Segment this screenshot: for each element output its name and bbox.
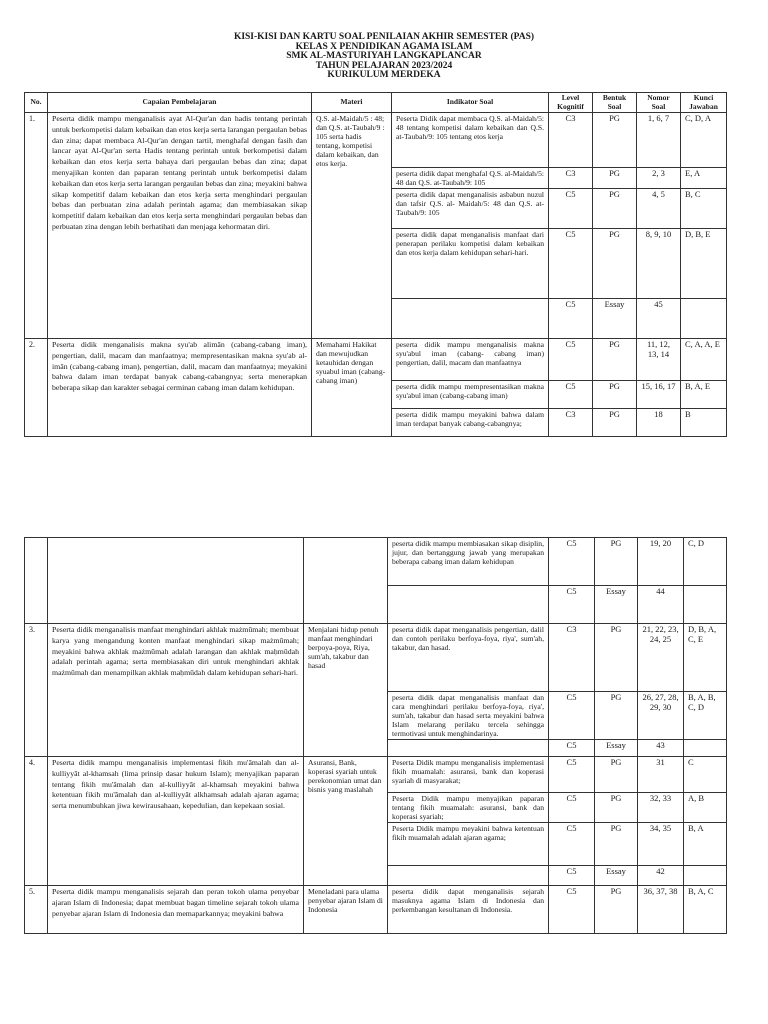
cell-kunci: E, A [681, 168, 727, 189]
cell-indikator: peserta didik mampu membiasakan sikap disiplin, jujur, dan bertanggung jawab yang merupakan beberapa cabang iman dalam kehidupan [388, 538, 549, 586]
cell-nomor: 18 [637, 409, 681, 437]
header-class: KELAS X PENDIDIKAN AGAMA ISLAM [295, 41, 473, 52]
cell-indikator: peserta didik dapat menganalisis pengertian, dalil dan contoh perilaku berfoya-foya, riya', sum'ah, takabur, dan hasad. [388, 624, 549, 692]
cell-level: C5 [549, 339, 593, 381]
cell-kunci: B, A, E [681, 381, 727, 409]
cell-indikator: peserta didik mampu menganalisis makna syu'abul iman (cabang- cabang iman) pengertian, dalil, macam dan manfaatnya [392, 339, 549, 381]
cell-level: C3 [549, 624, 595, 692]
cell-level: C5 [549, 793, 595, 823]
cell-kunci: C, A, A, E [681, 339, 727, 381]
table-row [25, 339, 727, 381]
cell-capaian: Peserta didik mampu menganalisis implementasi fikih mu'āmalah dan al-kulliyyāt al-khamsah (lima prinsip dasar hukum Islam); menyajikan paparan tentang fikih mu'āmalah dan al-kulliyyāt al-khamsah meyakini bahwa ketentuan fikih mu'āmalah dan al-kulliyyāt alkhamsah adalah ajaran agama; serta menumbuhkan jiwa kewirausahaan, kepedulian, dan kepekaan sosial. [48, 757, 304, 886]
table-row [25, 886, 727, 934]
col-header-bentuk: Bentuk Soal [593, 93, 637, 113]
cell-indikator [388, 586, 549, 624]
cell-bentuk: PG [595, 823, 638, 866]
cell-materi: Meneladani para ulama penyebar ajaran Islam di Indonesia [304, 886, 388, 934]
table-row [25, 624, 727, 692]
col-header-capaian: Capaian Pembelajaran [48, 93, 312, 113]
cell-no: 2. [25, 339, 48, 437]
cell-kunci [684, 586, 727, 624]
cell-nomor: 8, 9, 10 [637, 229, 681, 299]
cell-nomor: 44 [638, 586, 684, 624]
cell-indikator: Peserta Didik mampu meyakini bahwa ketentuan fikih muamalah adalah ajaran agama; [388, 823, 549, 866]
cell-materi: Q.S. al-Maidah/5 : 48; dan Q.S. at-Taubah/9 : 105 serta hadis tentang, kompetisi dalam kebaikan, dan etos kerja. [312, 113, 392, 339]
cell-nomor: 31 [638, 757, 684, 793]
table-body-page-2 [25, 538, 727, 934]
col-header-materi: Materi [312, 93, 392, 113]
cell-no: 3. [25, 624, 48, 757]
cell-bentuk: PG [595, 538, 638, 586]
cell-bentuk: PG [593, 409, 637, 437]
cell-no [25, 538, 48, 624]
cell-capaian: Peserta didik mampu menganalisis ayat Al-Qur'an dan hadis tentang perintah untuk berkompetisi dalam kebaikan dan etos kerja serta larangan pergaulan bebas dan zina; dapat membaca Al-Qur'an dengan tartil, menghafal dengan fasih dan lancar ayat Al-Qur'an serta Hadis tentang perintah untuk berkompetisi dalam kebaikan dan etos kerja serta bahaya dari pergaulan bebas dan zina; dapat menyajikan konten dan paparan tentang perintah untuk berkompetisi dalam kebaikan dan etos kerja serta larangan pergaulan bebas dan zina; meyakini bahwa sikap kompetitif dalam kebaikan dan etos kerja serta menghindari pergaulan bebas dan perbuatan zina adalah perintah agama; dan membiasakan sikap kompetitif dalam kebaikan dan etos kerja serta menghindari pergaulan bebas dan perbuatan zina dengan lebih berhatihati dan menjaga kehormatan diri. [48, 113, 312, 339]
cell-indikator: peserta didik mampu mempresentasikan makna syu'abul iman (cabang-cabang iman) [392, 381, 549, 409]
cell-kunci: C, D [684, 538, 727, 586]
cell-level: C3 [549, 409, 593, 437]
table-row [25, 538, 727, 586]
cell-nomor: 4, 5 [637, 189, 681, 229]
cell-indikator: Peserta Didik dapat membaca Q.S. al-Maidah/5: 48 tentang kompetisi dalam kebaikan dan Q.S. at-Taubah/9: 105 tentang etos kerja [392, 113, 549, 168]
header-school: SMK AL-MASTURIYAH LANGKAPLANCAR [286, 51, 482, 62]
cell-indikator [388, 866, 549, 886]
cell-nomor: 45 [637, 299, 681, 339]
cell-indikator: peserta didik dapat menganalisis manfaat dan cara menghindari perilaku berfoya-foya, riya', sum'ah, takabur dan hasad serta meyakini bahwa Islam melarang perilaku tercela sehingga termotivasi untuk menghindarinya. [388, 692, 549, 740]
cell-bentuk: PG [593, 189, 637, 229]
cell-level: C5 [549, 757, 595, 793]
cell-materi: Menjalani hidup penuh manfaat menghindari berpoya-poya, Riya, sum'ah, takabur dan hasad [304, 624, 388, 757]
cell-nomor: 34, 35 [638, 823, 684, 866]
cell-materi: Memahami Hakikat dan mewujudkan ketauhidan dengan syuabul iman (cabang-cabang iman) [312, 339, 392, 437]
cell-level: C5 [549, 886, 595, 934]
cell-nomor: 15, 16, 17 [637, 381, 681, 409]
cell-no: 5. [25, 886, 48, 934]
cell-nomor: 32, 33 [638, 793, 684, 823]
cell-nomor: 19, 20 [638, 538, 684, 586]
cell-kunci: B, A, C [684, 886, 727, 934]
header-year: TAHUN PELAJARAN 2023/2024 [315, 60, 453, 71]
table-body-page-1 [25, 113, 727, 437]
cell-bentuk: PG [593, 168, 637, 189]
header-curriculum: KURIKULUM MERDEKA [327, 70, 441, 81]
cell-level: C5 [549, 538, 595, 586]
cell-indikator: Peserta Didik mampu menyajikan paparan tentang fikih muamalah: asuransi, bank dan koperasi syariah; [388, 793, 549, 823]
table-row [25, 113, 727, 168]
cell-level: C5 [549, 299, 593, 339]
cell-kunci: A, B [684, 793, 727, 823]
cell-bentuk: PG [595, 757, 638, 793]
cell-capaian: Peserta didik menganalisis makna syu'ab alimān (cabang-cabang iman), pengertian, dalil, macam dan manfaatnya; mempresentasikan makna syu'ab al-imān (cabang-cabang iman), pengertian, dalil, macam dan manfaatnya; meyakini bahwa dalam iman terdapat banyak cabang-cabangnya; serta menerapkan beberapa sikap dan karakter sebagai cerminan cabang iman dalam kehidupan. [48, 339, 312, 437]
cell-bentuk: PG [593, 113, 637, 168]
document-header [0, 33, 768, 81]
cell-level: C5 [549, 381, 593, 409]
cell-level: C5 [549, 823, 595, 866]
cell-level: C3 [549, 113, 593, 168]
cell-materi [304, 538, 388, 624]
cell-bentuk: Essay [595, 866, 638, 886]
cell-nomor: 21, 22, 23, 24, 25 [638, 624, 684, 692]
col-header-nomor: Nomor Soal [637, 93, 681, 113]
cell-capaian: Peserta didik mampu menganalisis sejarah dan peran tokoh ulama penyebar ajaran Islam di Indonesia; dapat membuat bagan timeline sejarah tokoh ulama penyebar ajaran Islam di Indonesia dan memaparkannya; meyakini bahwa [48, 886, 304, 934]
cell-kunci: C [684, 757, 727, 793]
cell-kunci [681, 299, 727, 339]
cell-nomor: 11, 12, 13, 14 [637, 339, 681, 381]
cell-kunci: D, B, E [681, 229, 727, 299]
cell-kunci: B, A, B, C, D [684, 692, 727, 740]
col-header-level: Level Kognitif [549, 93, 593, 113]
cell-bentuk: PG [595, 793, 638, 823]
header-title: KISI-KISI DAN KARTU SOAL PENILAIAN AKHIR SEMESTER (PAS) [233, 32, 535, 42]
col-header-kunci: Kunci Jawaban [681, 93, 727, 113]
table-row [25, 757, 727, 793]
cell-indikator: peserta didik dapat menganalisis manfaat dari penerapan perilaku kompetisi dalam kebaikan dan etos kerja dalam kehidupan sehari-hari. [392, 229, 549, 299]
cell-bentuk: Essay [593, 299, 637, 339]
kisi-kisi-table-page-1 [24, 92, 727, 437]
cell-bentuk: PG [595, 886, 638, 934]
cell-kunci [684, 740, 727, 757]
cell-nomor: 42 [638, 866, 684, 886]
page-break [0, 450, 768, 530]
cell-kunci [684, 866, 727, 886]
col-header-indikator: Indikator Soal [392, 93, 549, 113]
kisi-kisi-table-page-2 [24, 537, 727, 934]
cell-level: C5 [549, 740, 595, 757]
cell-indikator: peserta didik mampu meyakini bahwa dalam iman terdapat banyak cabang-cabangnya; [392, 409, 549, 437]
cell-kunci: D, B, A, C, E [684, 624, 727, 692]
cell-capaian [48, 538, 304, 624]
cell-nomor: 1, 6, 7 [637, 113, 681, 168]
cell-kunci: B, A [684, 823, 727, 866]
cell-level: C5 [549, 229, 593, 299]
cell-bentuk: PG [595, 624, 638, 692]
table-header-row [25, 93, 727, 113]
cell-bentuk: Essay [595, 740, 638, 757]
cell-indikator [392, 299, 549, 339]
cell-nomor: 43 [638, 740, 684, 757]
cell-no: 4. [25, 757, 48, 886]
cell-bentuk: PG [593, 381, 637, 409]
cell-bentuk: Essay [595, 586, 638, 624]
cell-level: C5 [549, 692, 595, 740]
cell-no: 1. [25, 113, 48, 339]
cell-capaian: Peserta didik menganalisis manfaat menghindari akhlak mażmūmah; membuat karya yang mengandung konten manfaat menghindari sikap mażmūmah; meyakini bahwa akhlak mażmūmah adalah larangan dan akhlak maḥmūdah adalah perintah agama; serta membiasakan diri untuk menghindari akhlak mażmūmah dan menampilkan akhlak maḥmūdah dalam kehidupan sehari-hari. [48, 624, 304, 757]
cell-level: C5 [549, 866, 595, 886]
cell-indikator: peserta didik dapat menganalisis asbabun nuzul dan tafsir Q.S. al- Maidah/5: 48 dan Q.S. at-Taubah/9: 105 [392, 189, 549, 229]
cell-nomor: 26, 27, 28, 29, 30 [638, 692, 684, 740]
cell-nomor: 2, 3 [637, 168, 681, 189]
cell-level: C5 [549, 586, 595, 624]
cell-bentuk: PG [593, 229, 637, 299]
cell-bentuk: PG [595, 692, 638, 740]
cell-kunci: B, C [681, 189, 727, 229]
col-header-no: No. [25, 93, 48, 113]
cell-indikator: peserta didik dapat menghafal Q.S. al-Maidah/5: 48 dan Q.S. at-Taubah/9: 105 [392, 168, 549, 189]
cell-kunci: B [681, 409, 727, 437]
cell-level: C3 [549, 168, 593, 189]
cell-indikator [388, 740, 549, 757]
cell-level: C5 [549, 189, 593, 229]
cell-nomor: 36, 37, 38 [638, 886, 684, 934]
cell-indikator: peserta didik dapat menganalisis sejarah masuknya agama Islam di Indonesia dan perkembangan kesultanan di Indonesia. [388, 886, 549, 934]
cell-kunci: C, D, A [681, 113, 727, 168]
cell-indikator: Peserta Didik mampu menganalisis implementasi fikih muamalah: asuransi, bank dan koperasi syariah di masyarakat; [388, 757, 549, 793]
cell-bentuk: PG [593, 339, 637, 381]
cell-materi: Asuransi, Bank, koperasi syariah untuk perekonomian umat dan bisnis yang maslahah [304, 757, 388, 886]
